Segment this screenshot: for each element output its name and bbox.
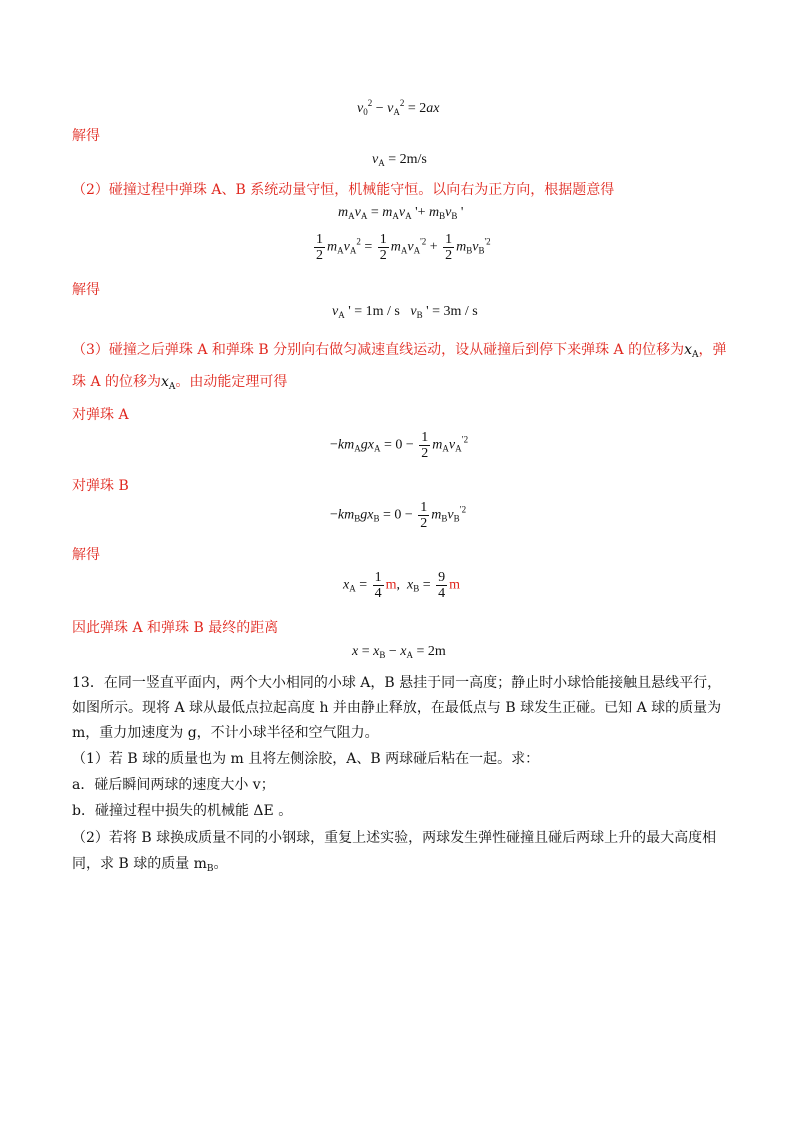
q13-part-2-line1: （2）若将 B 球换成质量不同的小钢球，重复上述实验，两球发生弹性碰撞且碰后两球上升的最大高度相 (72, 830, 717, 846)
q13-part-2-line2: 同，求 B 球的质量 $m_B$。 (72, 856, 228, 874)
solve-label-1: 解得 (72, 128, 100, 144)
equation-final-velocities: $v_A$ ' = 1m / s $v_B$ ' = 3m / s (332, 304, 478, 320)
equation-final-distance: $x = x_B - x_A = 2m$ (352, 644, 446, 660)
q13-line-3: m，重力加速度为 g，不计小球半径和空气阻力。 (72, 725, 379, 741)
solve-label-2: 解得 (72, 282, 100, 298)
equation-va: $v_A = 2m/s$ (372, 152, 427, 168)
therefore-statement: 因此弹珠 A 和弹珠 B 最终的距离 (72, 620, 279, 636)
q13-part-1b: b．碰撞过程中损失的机械能 ΔE 。 (72, 803, 293, 819)
for-ball-a-label: 对弹珠 A (72, 407, 129, 423)
q13-line-1: 13．在同一竖直平面内，两个大小相同的小球 A，B 悬挂于同一高度；静止时小球恰能接触且悬线平行， (72, 675, 722, 691)
q13-part-1: （1）若 B 球的质量也为 m 且将左侧涂胶，A、B 两球碰后粘在一起。求： (72, 751, 540, 767)
q13-line-2: 如图所示。现将 A 球从最低点拉起高度 h 并由静止释放，在最低点与 B 球发生正碰。已知 A 球的质量为 (72, 700, 722, 716)
equation-work-energy-b: $-km_Bgx_B = 0$ − $\frac{1}{2}$ $m_Bv_B^{'2}$ (330, 500, 467, 531)
equation-work-energy-a: $-km_Agx_A = 0$ − $\frac{1}{2}$ $m_Av_A^{'2}$ (330, 430, 469, 461)
for-ball-b-label: 对弹珠 B (72, 478, 129, 494)
equation-momentum: $m_Av_A = m_Av_A$ '+ $m_Bv_B$ ' (338, 205, 464, 221)
q13-part-1a: a．碰后瞬间两球的速度大小 v； (72, 777, 275, 793)
equation-displacements: $x_A$ = $\frac{1}{4}$ m, $x_B$ = $\frac{9}{4}$ m (343, 570, 461, 601)
equation-kinematics: $v_0^2 - v_A^2 = 2ax$ (357, 98, 440, 117)
part-3-statement-line1: （3）碰撞之后弹珠 A 和弹珠 B 分别向右做匀减速直线运动，设从碰撞后到停下来弹珠 A 的位移为$x_A$，弹 (72, 342, 727, 360)
part-2-statement: （2）碰撞过程中弹珠 A、B 系统动量守恒，机械能守恒。以向右为正方向，根据题意得 (72, 182, 615, 198)
solve-label-3: 解得 (72, 547, 100, 563)
equation-energy: $\frac{1}{2}$ $m_Av_A^2$ = $\frac{1}{2}$ $m_Av_A^{'2}$ + $\frac{1}{2}$ $m_Bv_B^{'2}$ (316, 232, 491, 263)
part-3-statement-line2: 珠 A 的位移为$x_A$。由动能定理可得 (72, 374, 288, 392)
